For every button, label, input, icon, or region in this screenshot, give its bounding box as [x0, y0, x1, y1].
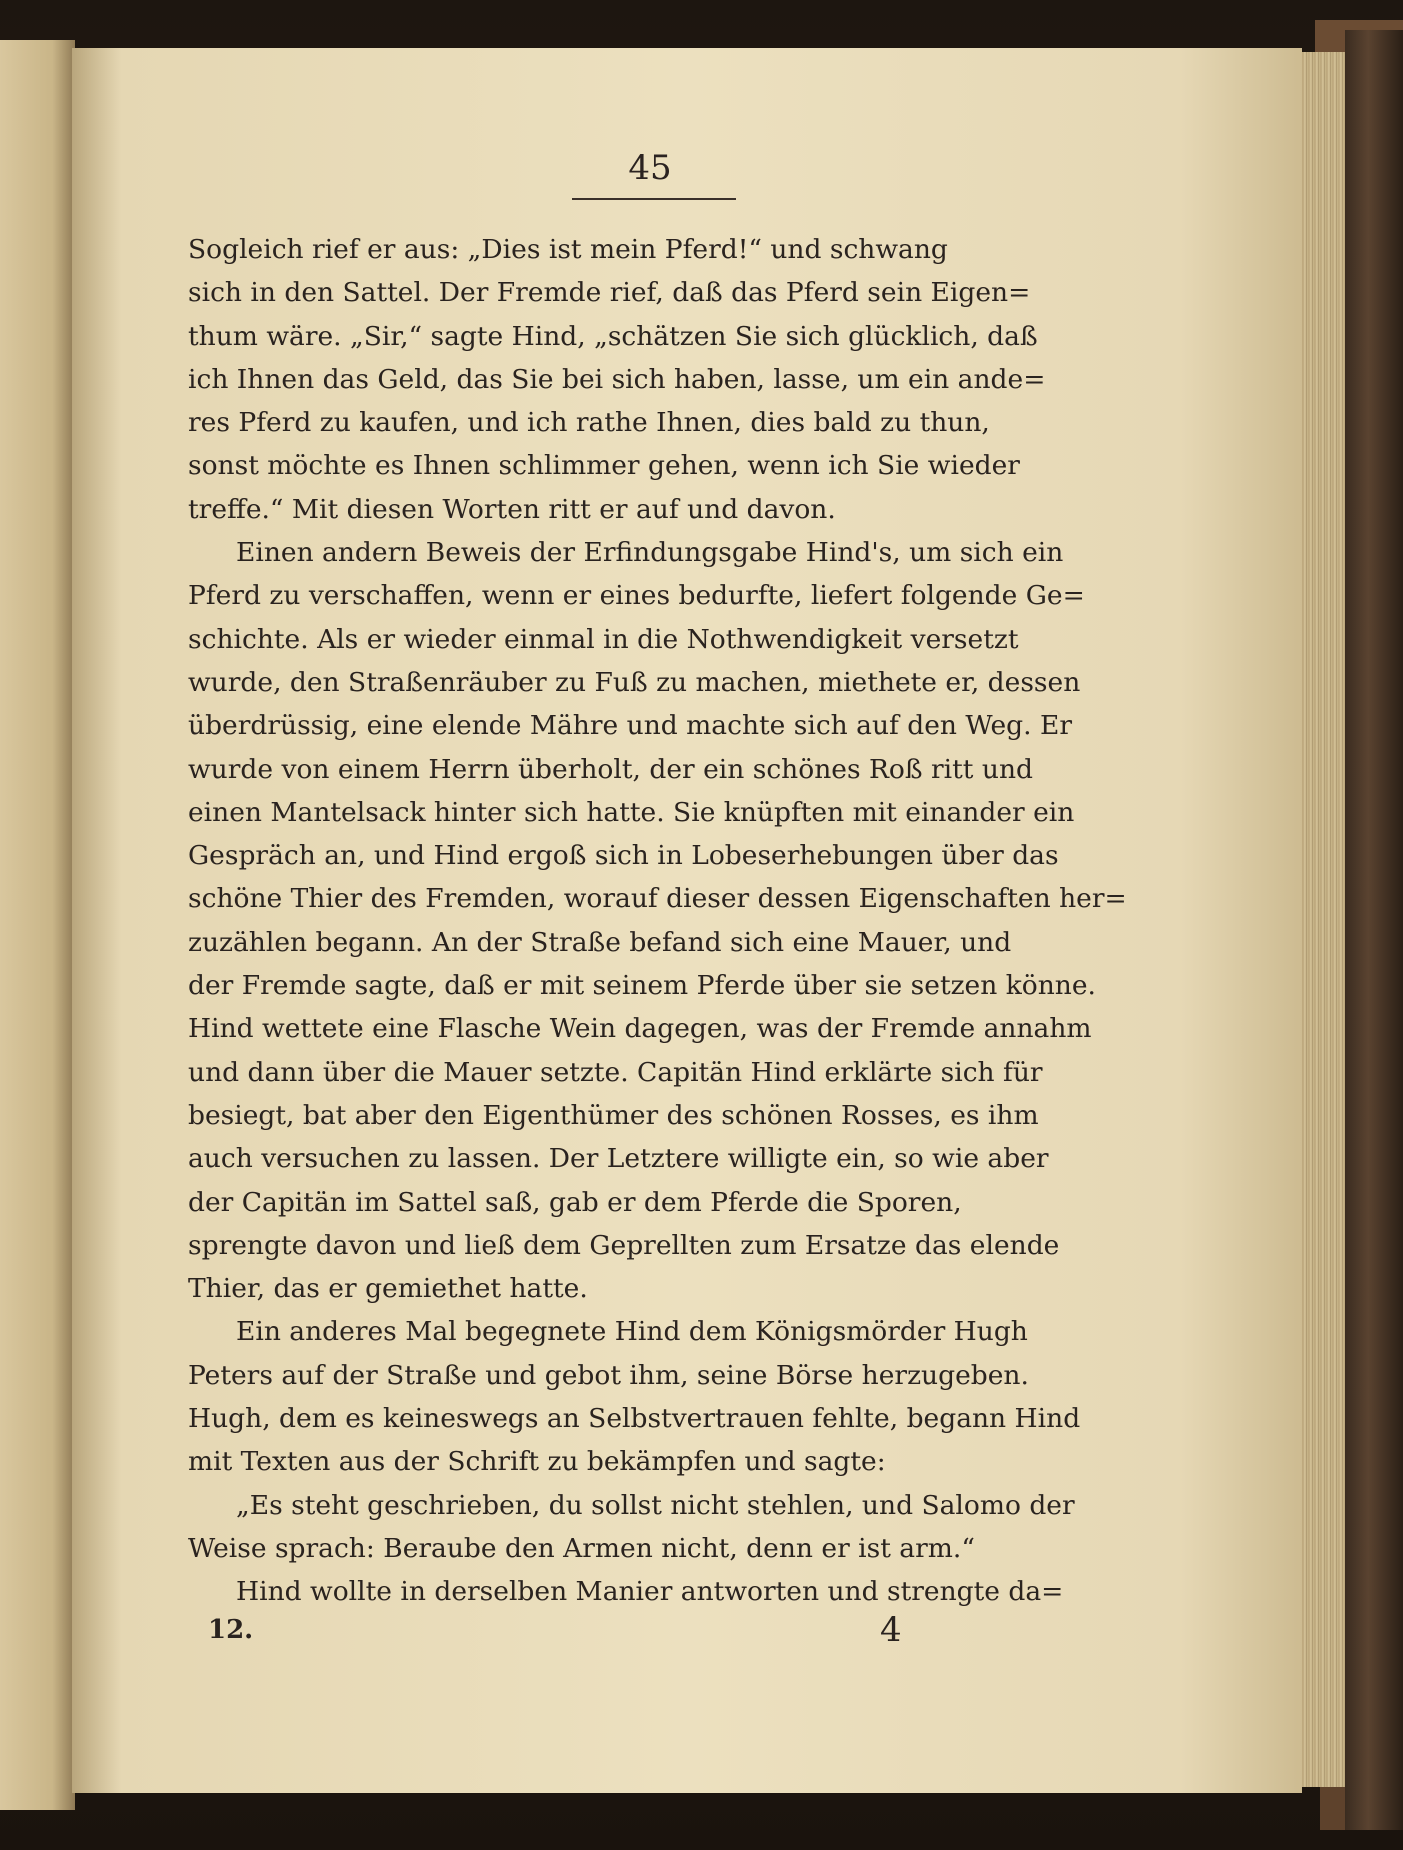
text-line: mit Texten aus der Schrift zu bekämpfen und sagte: [188, 1446, 886, 1478]
text-line: Thier, das er gemiethet hatte. [188, 1273, 588, 1305]
text-line: treffe.“ Mit diesen Worten ritt er auf und davon. [188, 493, 836, 525]
body-text [188, 228, 1128, 1614]
page-number: 45 [628, 148, 672, 188]
text-line: Hugh, dem es keineswegs an Selbstvertrauen fehlte, begann Hind [188, 1403, 1081, 1435]
text-line: auch versuchen zu lassen. Der Letztere willigte ein, so wie aber [188, 1143, 1049, 1175]
text-line: wurde von einem Herrn überholt, der ein schönes Roß ritt und [188, 753, 1033, 785]
text-line: sprengte davon und ließ dem Geprellten zum Ersatze das elende [188, 1229, 1060, 1261]
text-line: Weise sprach: Beraube den Armen nicht, denn er ist arm.“ [188, 1532, 975, 1564]
text-line: thum wäre. „Sir,“ sagte Hind, „schätzen Sie sich glücklich, daß [188, 320, 1038, 352]
text-line: sich in den Sattel. Der Fremde rief, daß das Pferd sein Eigen= [188, 277, 1031, 309]
text-line: der Fremde sagte, daß er mit seinem Pferde über sie setzen könne. [188, 970, 1096, 1002]
page-stack-edges [1295, 52, 1345, 1787]
signature-mark: 12. [208, 1615, 254, 1645]
text-line: Sogleich rief er aus: „Dies ist mein Pferd!“ und schwang [188, 234, 948, 265]
text-line: der Capitän im Sattel saß, gab er dem Pferde die Sporen, [188, 1186, 962, 1218]
text-line: und dann über die Mauer setzte. Capitän Hind erklärte sich für [188, 1056, 1043, 1088]
header-rule [572, 198, 736, 200]
text-line: besiegt, bat aber den Eigenthümer des schönen Rosses, es ihm [188, 1099, 1039, 1131]
text-line: sonst möchte es Ihnen schlimmer gehen, wenn ich Sie wieder [188, 450, 1020, 482]
text-line: ich Ihnen das Geld, das Sie bei sich haben, lasse, um ein ande= [188, 363, 1046, 395]
signature-number: 4 [880, 1610, 902, 1650]
text-line: Hind wettete eine Flasche Wein dagegen, was der Fremde annahm [188, 1013, 1092, 1045]
left-page-edge [0, 40, 75, 1810]
cover-edge [1345, 30, 1403, 1830]
text-line: Ein anderes Mal begegnete Hind dem Königsmörder Hugh [236, 1316, 1028, 1348]
text-line: schöne Thier des Fremden, worauf dieser dessen Eigenschaften her= [188, 883, 1127, 915]
text-line: wurde, den Straßenräuber zu Fuß zu machen, miethete er, dessen [188, 666, 1081, 698]
text-line: zuzählen begann. An der Straße befand sich eine Mauer, und [188, 926, 1012, 958]
text-line: Gespräch an, und Hind ergoß sich in Lobeserhebungen über das [188, 840, 1059, 872]
text-line: res Pferd zu kaufen, und ich rathe Ihnen, dies bald zu thun, [188, 407, 990, 439]
text-line: schichte. Als er wieder einmal in die Nothwendigkeit versetzt [188, 623, 1019, 655]
text-line: einen Mantelsack hinter sich hatte. Sie knüpften mit einander ein [188, 796, 1075, 828]
text-line: Hind wollte in derselben Manier antworten und strengte da= [236, 1576, 1064, 1608]
text-line: Peters auf der Straße und gebot ihm, seine Börse herzugeben. [188, 1359, 1029, 1391]
text-line: Pferd zu verschaffen, wenn er eines bedurfte, liefert folgende Ge= [188, 580, 1085, 612]
text-line: „Es steht geschrieben, du sollst nicht stehlen, und Salomo der [236, 1489, 1075, 1521]
text-line: überdrüssig, eine elende Mähre und machte sich auf den Weg. Er [188, 710, 1072, 742]
text-line: Einen andern Beweis der Erfindungsgabe Hind's, um sich ein [236, 537, 1064, 569]
